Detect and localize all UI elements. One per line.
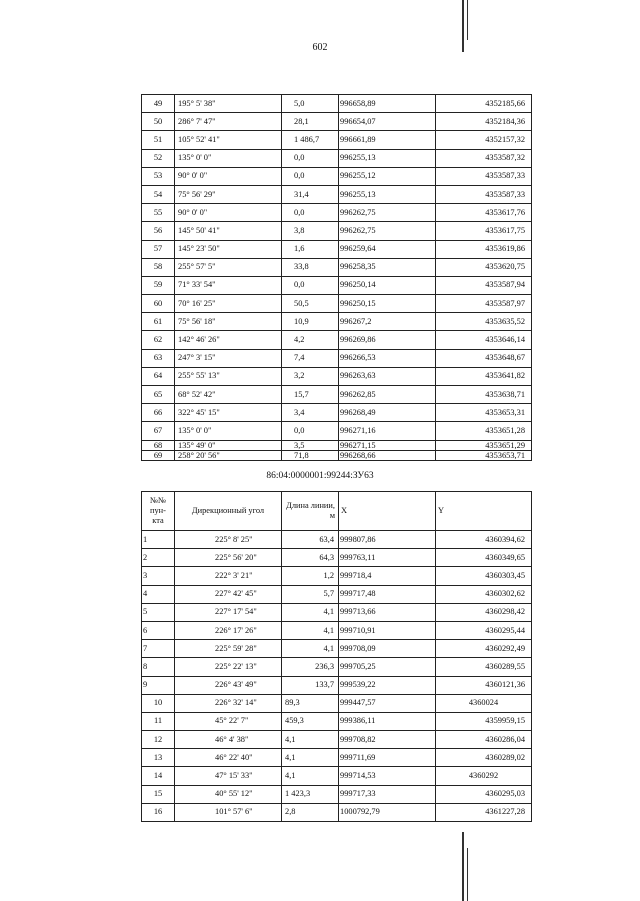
point-number: 58 xyxy=(142,258,175,276)
point-number: 61 xyxy=(142,313,175,331)
direction-angle: 75° 56' 18" xyxy=(175,313,282,331)
coord-y: 4360121,36 xyxy=(436,676,532,694)
coord-y: 4360289,55 xyxy=(436,658,532,676)
point-number: 49 xyxy=(142,95,175,113)
line-length: 4,1 xyxy=(282,731,339,749)
direction-angle: 46° 4' 38" xyxy=(175,731,282,749)
coord-x: 999705,25 xyxy=(339,658,436,676)
coord-x: 999710,91 xyxy=(339,621,436,639)
table-row xyxy=(142,767,532,785)
table-row xyxy=(142,676,532,694)
coord-x: 999386,11 xyxy=(339,712,436,730)
point-number: 1 xyxy=(142,531,175,549)
point-number: 10 xyxy=(142,694,175,712)
line-length: 1 423,3 xyxy=(282,785,339,803)
direction-angle: 135° 0' 0" xyxy=(175,422,282,440)
direction-angle: 142° 46' 26" xyxy=(175,331,282,349)
table-row xyxy=(142,694,532,712)
table-row xyxy=(142,658,532,676)
point-number: 7 xyxy=(142,640,175,658)
point-number: 69 xyxy=(142,450,175,460)
coord-y: 4360295,44 xyxy=(436,621,532,639)
header-point-no: №№ пун-кта xyxy=(142,492,175,531)
direction-angle: 145° 23' 50" xyxy=(175,240,282,258)
scan-margin-line-top-2 xyxy=(467,0,468,40)
coord-x: 996258,35 xyxy=(339,258,436,276)
coord-x: 1000792,79 xyxy=(339,803,436,821)
coord-x: 996269,86 xyxy=(339,331,436,349)
table-row xyxy=(142,313,532,331)
direction-angle: 135° 49' 0" xyxy=(175,440,282,450)
header-y: Y xyxy=(436,492,532,531)
cadastral-number: 86:04:0000001:99244:ЗУ63 xyxy=(266,471,374,481)
coord-y: 4360292,49 xyxy=(436,640,532,658)
coord-y: 4360303,45 xyxy=(436,567,532,585)
coord-y: 4353651,28 xyxy=(436,422,532,440)
point-number: 2 xyxy=(142,549,175,567)
direction-angle: 135° 0' 0" xyxy=(175,149,282,167)
coord-y: 4360024 xyxy=(436,694,532,712)
line-length: 4,2 xyxy=(282,331,339,349)
table-row xyxy=(142,331,532,349)
coord-y: 4360289,02 xyxy=(436,749,532,767)
coord-y: 4360292 xyxy=(436,767,532,785)
coord-y: 4360302,62 xyxy=(436,585,532,603)
scan-margin-line-bottom xyxy=(462,832,464,901)
coordinates-table-1 xyxy=(141,94,532,461)
line-length: 2,8 xyxy=(282,803,339,821)
direction-angle: 145° 50' 41" xyxy=(175,222,282,240)
table-header-row xyxy=(142,492,532,531)
direction-angle: 195° 5' 38" xyxy=(175,95,282,113)
coord-y: 4353587,33 xyxy=(436,167,532,185)
table-row xyxy=(142,113,532,131)
point-number: 3 xyxy=(142,567,175,585)
point-number: 54 xyxy=(142,185,175,203)
table-row xyxy=(142,386,532,404)
line-length: 4,1 xyxy=(282,640,339,658)
line-length: 15,7 xyxy=(282,386,339,404)
coord-x: 996262,85 xyxy=(339,386,436,404)
table-row xyxy=(142,603,532,621)
point-number: 62 xyxy=(142,331,175,349)
line-length: 64,3 xyxy=(282,549,339,567)
line-length: 33,8 xyxy=(282,258,339,276)
line-length: 31,4 xyxy=(282,185,339,203)
point-number: 68 xyxy=(142,440,175,450)
scan-margin-line-top xyxy=(462,0,464,52)
coord-x: 996268,49 xyxy=(339,404,436,422)
direction-angle: 70° 16' 25" xyxy=(175,295,282,313)
direction-angle: 255° 57' 5" xyxy=(175,258,282,276)
table-row xyxy=(142,440,532,450)
table-row xyxy=(142,167,532,185)
direction-angle: 225° 22' 13" xyxy=(175,658,282,676)
direction-angle: 286° 7' 47" xyxy=(175,113,282,131)
table-row xyxy=(142,149,532,167)
line-length: 5,7 xyxy=(282,585,339,603)
coord-x: 999807,86 xyxy=(339,531,436,549)
line-length: 10,9 xyxy=(282,313,339,331)
coord-x: 996255,13 xyxy=(339,185,436,203)
point-number: 56 xyxy=(142,222,175,240)
table-row xyxy=(142,131,532,149)
point-number: 57 xyxy=(142,240,175,258)
coord-y: 4353651,29 xyxy=(436,440,532,450)
line-length: 28,1 xyxy=(282,113,339,131)
direction-angle: 258° 20' 56" xyxy=(175,450,282,460)
direction-angle: 225° 8' 25" xyxy=(175,531,282,549)
point-number: 15 xyxy=(142,785,175,803)
point-number: 55 xyxy=(142,204,175,222)
direction-angle: 46° 22' 40" xyxy=(175,749,282,767)
coord-x: 996259,64 xyxy=(339,240,436,258)
direction-angle: 105° 52' 41" xyxy=(175,131,282,149)
coord-y: 4353638,71 xyxy=(436,386,532,404)
table-row xyxy=(142,640,532,658)
coord-x: 999708,82 xyxy=(339,731,436,749)
coord-x: 996266,53 xyxy=(339,349,436,367)
point-number: 13 xyxy=(142,749,175,767)
coord-x: 996268,66 xyxy=(339,450,436,460)
direction-angle: 247° 3' 15" xyxy=(175,349,282,367)
coord-x: 996262,75 xyxy=(339,222,436,240)
coord-y: 4360349,65 xyxy=(436,549,532,567)
point-number: 5 xyxy=(142,603,175,621)
coord-x: 996654,07 xyxy=(339,113,436,131)
line-length: 1 486,7 xyxy=(282,131,339,149)
line-length: 3,5 xyxy=(282,440,339,450)
direction-angle: 90° 0' 0" xyxy=(175,167,282,185)
coord-x: 999708,09 xyxy=(339,640,436,658)
coord-y: 4353620,75 xyxy=(436,258,532,276)
table-row xyxy=(142,349,532,367)
coord-x: 999714,53 xyxy=(339,767,436,785)
coord-x: 996250,14 xyxy=(339,276,436,294)
point-number: 59 xyxy=(142,276,175,294)
table-row xyxy=(142,621,532,639)
coord-x: 999539,22 xyxy=(339,676,436,694)
coord-y: 4352185,66 xyxy=(436,95,532,113)
coord-x: 999717,48 xyxy=(339,585,436,603)
line-length: 50,5 xyxy=(282,295,339,313)
direction-angle: 45° 22' 7" xyxy=(175,712,282,730)
point-number: 9 xyxy=(142,676,175,694)
point-number: 6 xyxy=(142,621,175,639)
coord-x: 996267,2 xyxy=(339,313,436,331)
line-length: 89,3 xyxy=(282,694,339,712)
direction-angle: 101° 57' 6" xyxy=(175,803,282,821)
coord-x: 996255,12 xyxy=(339,167,436,185)
table-row xyxy=(142,567,532,585)
line-length: 5,0 xyxy=(282,95,339,113)
direction-angle: 225° 59' 28" xyxy=(175,640,282,658)
point-number: 60 xyxy=(142,295,175,313)
point-number: 8 xyxy=(142,658,175,676)
direction-angle: 226° 43' 49" xyxy=(175,676,282,694)
direction-angle: 47° 15' 33" xyxy=(175,767,282,785)
coord-y: 4353648,67 xyxy=(436,349,532,367)
point-number: 67 xyxy=(142,422,175,440)
line-length: 3,8 xyxy=(282,222,339,240)
table-row xyxy=(142,240,532,258)
coordinates-table-2 xyxy=(141,491,532,822)
direction-angle: 71° 33' 54" xyxy=(175,276,282,294)
line-length: 459,3 xyxy=(282,712,339,730)
coord-y: 4353587,33 xyxy=(436,185,532,203)
coord-y: 4352184,36 xyxy=(436,113,532,131)
coord-y: 4360394,62 xyxy=(436,531,532,549)
coord-x: 999717,33 xyxy=(339,785,436,803)
table-row xyxy=(142,95,532,113)
line-length: 0,0 xyxy=(282,167,339,185)
header-length: Длина линии, м xyxy=(282,492,339,531)
point-number: 12 xyxy=(142,731,175,749)
coord-y: 4359959,15 xyxy=(436,712,532,730)
point-number: 50 xyxy=(142,113,175,131)
table-row xyxy=(142,185,532,203)
point-number: 4 xyxy=(142,585,175,603)
direction-angle: 222° 3' 21" xyxy=(175,567,282,585)
point-number: 51 xyxy=(142,131,175,149)
table-row xyxy=(142,276,532,294)
coord-x: 999718,4 xyxy=(339,567,436,585)
table-row xyxy=(142,531,532,549)
coord-x: 999711,69 xyxy=(339,749,436,767)
coord-x: 996255,13 xyxy=(339,149,436,167)
line-length: 0,0 xyxy=(282,149,339,167)
coord-y: 4353635,52 xyxy=(436,313,532,331)
table-row xyxy=(142,422,532,440)
line-length: 4,1 xyxy=(282,603,339,621)
direction-angle: 227° 42' 45" xyxy=(175,585,282,603)
point-number: 14 xyxy=(142,767,175,785)
table-row xyxy=(142,450,532,460)
table-row xyxy=(142,785,532,803)
coord-x: 996661,89 xyxy=(339,131,436,149)
coord-x: 996263,63 xyxy=(339,367,436,385)
point-number: 64 xyxy=(142,367,175,385)
coord-x: 999447,57 xyxy=(339,694,436,712)
table-row xyxy=(142,712,532,730)
point-number: 65 xyxy=(142,386,175,404)
direction-angle: 226° 17' 26" xyxy=(175,621,282,639)
direction-angle: 68° 52' 42" xyxy=(175,386,282,404)
line-length: 63,4 xyxy=(282,531,339,549)
page-number: 602 xyxy=(312,42,328,53)
table-row xyxy=(142,549,532,567)
line-length: 1,2 xyxy=(282,567,339,585)
coord-x: 996658,89 xyxy=(339,95,436,113)
coord-y: 4353641,82 xyxy=(436,367,532,385)
table-row xyxy=(142,731,532,749)
header-x: X xyxy=(339,492,436,531)
direction-angle: 225° 56' 20" xyxy=(175,549,282,567)
direction-angle: 90° 0' 0" xyxy=(175,204,282,222)
coord-y: 4360295,03 xyxy=(436,785,532,803)
line-length: 0,0 xyxy=(282,276,339,294)
direction-angle: 322° 45' 15" xyxy=(175,404,282,422)
coord-y: 4361227,28 xyxy=(436,803,532,821)
table-row xyxy=(142,803,532,821)
line-length: 236,3 xyxy=(282,658,339,676)
coord-y: 4353653,31 xyxy=(436,404,532,422)
coord-y: 4353646,14 xyxy=(436,331,532,349)
coord-y: 4360298,42 xyxy=(436,603,532,621)
header-angle: Дирекционный угол xyxy=(175,492,282,531)
direction-angle: 227° 17' 54" xyxy=(175,603,282,621)
coord-y: 4353587,32 xyxy=(436,149,532,167)
table-row xyxy=(142,404,532,422)
line-length: 0,0 xyxy=(282,204,339,222)
coord-y: 4360286,04 xyxy=(436,731,532,749)
coord-x: 996271,16 xyxy=(339,422,436,440)
direction-angle: 226° 32' 14" xyxy=(175,694,282,712)
point-number: 16 xyxy=(142,803,175,821)
coord-y: 4353619,86 xyxy=(436,240,532,258)
line-length: 4,1 xyxy=(282,767,339,785)
coord-y: 4353587,97 xyxy=(436,295,532,313)
line-length: 7,4 xyxy=(282,349,339,367)
point-number: 53 xyxy=(142,167,175,185)
table-row xyxy=(142,585,532,603)
coord-x: 999763,11 xyxy=(339,549,436,567)
line-length: 4,1 xyxy=(282,749,339,767)
direction-angle: 255° 55' 13" xyxy=(175,367,282,385)
scan-margin-line-bottom-2 xyxy=(467,848,468,901)
coord-y: 4353587,94 xyxy=(436,276,532,294)
direction-angle: 40° 55' 12" xyxy=(175,785,282,803)
table-row xyxy=(142,295,532,313)
line-length: 71,8 xyxy=(282,450,339,460)
coord-y: 4353653,71 xyxy=(436,450,532,460)
coord-x: 999713,66 xyxy=(339,603,436,621)
line-length: 4,1 xyxy=(282,621,339,639)
line-length: 3,2 xyxy=(282,367,339,385)
line-length: 0,0 xyxy=(282,422,339,440)
table-row xyxy=(142,367,532,385)
line-length: 1,6 xyxy=(282,240,339,258)
coord-y: 4353617,76 xyxy=(436,204,532,222)
coord-x: 996250,15 xyxy=(339,295,436,313)
point-number: 66 xyxy=(142,404,175,422)
coord-x: 996262,75 xyxy=(339,204,436,222)
table-row xyxy=(142,258,532,276)
table-row xyxy=(142,222,532,240)
coord-y: 4352157,32 xyxy=(436,131,532,149)
line-length: 133,7 xyxy=(282,676,339,694)
line-length: 3,4 xyxy=(282,404,339,422)
point-number: 52 xyxy=(142,149,175,167)
table-row xyxy=(142,204,532,222)
table-row xyxy=(142,749,532,767)
point-number: 11 xyxy=(142,712,175,730)
coord-x: 996271,15 xyxy=(339,440,436,450)
point-number: 63 xyxy=(142,349,175,367)
direction-angle: 75° 56' 29" xyxy=(175,185,282,203)
coord-y: 4353617,75 xyxy=(436,222,532,240)
